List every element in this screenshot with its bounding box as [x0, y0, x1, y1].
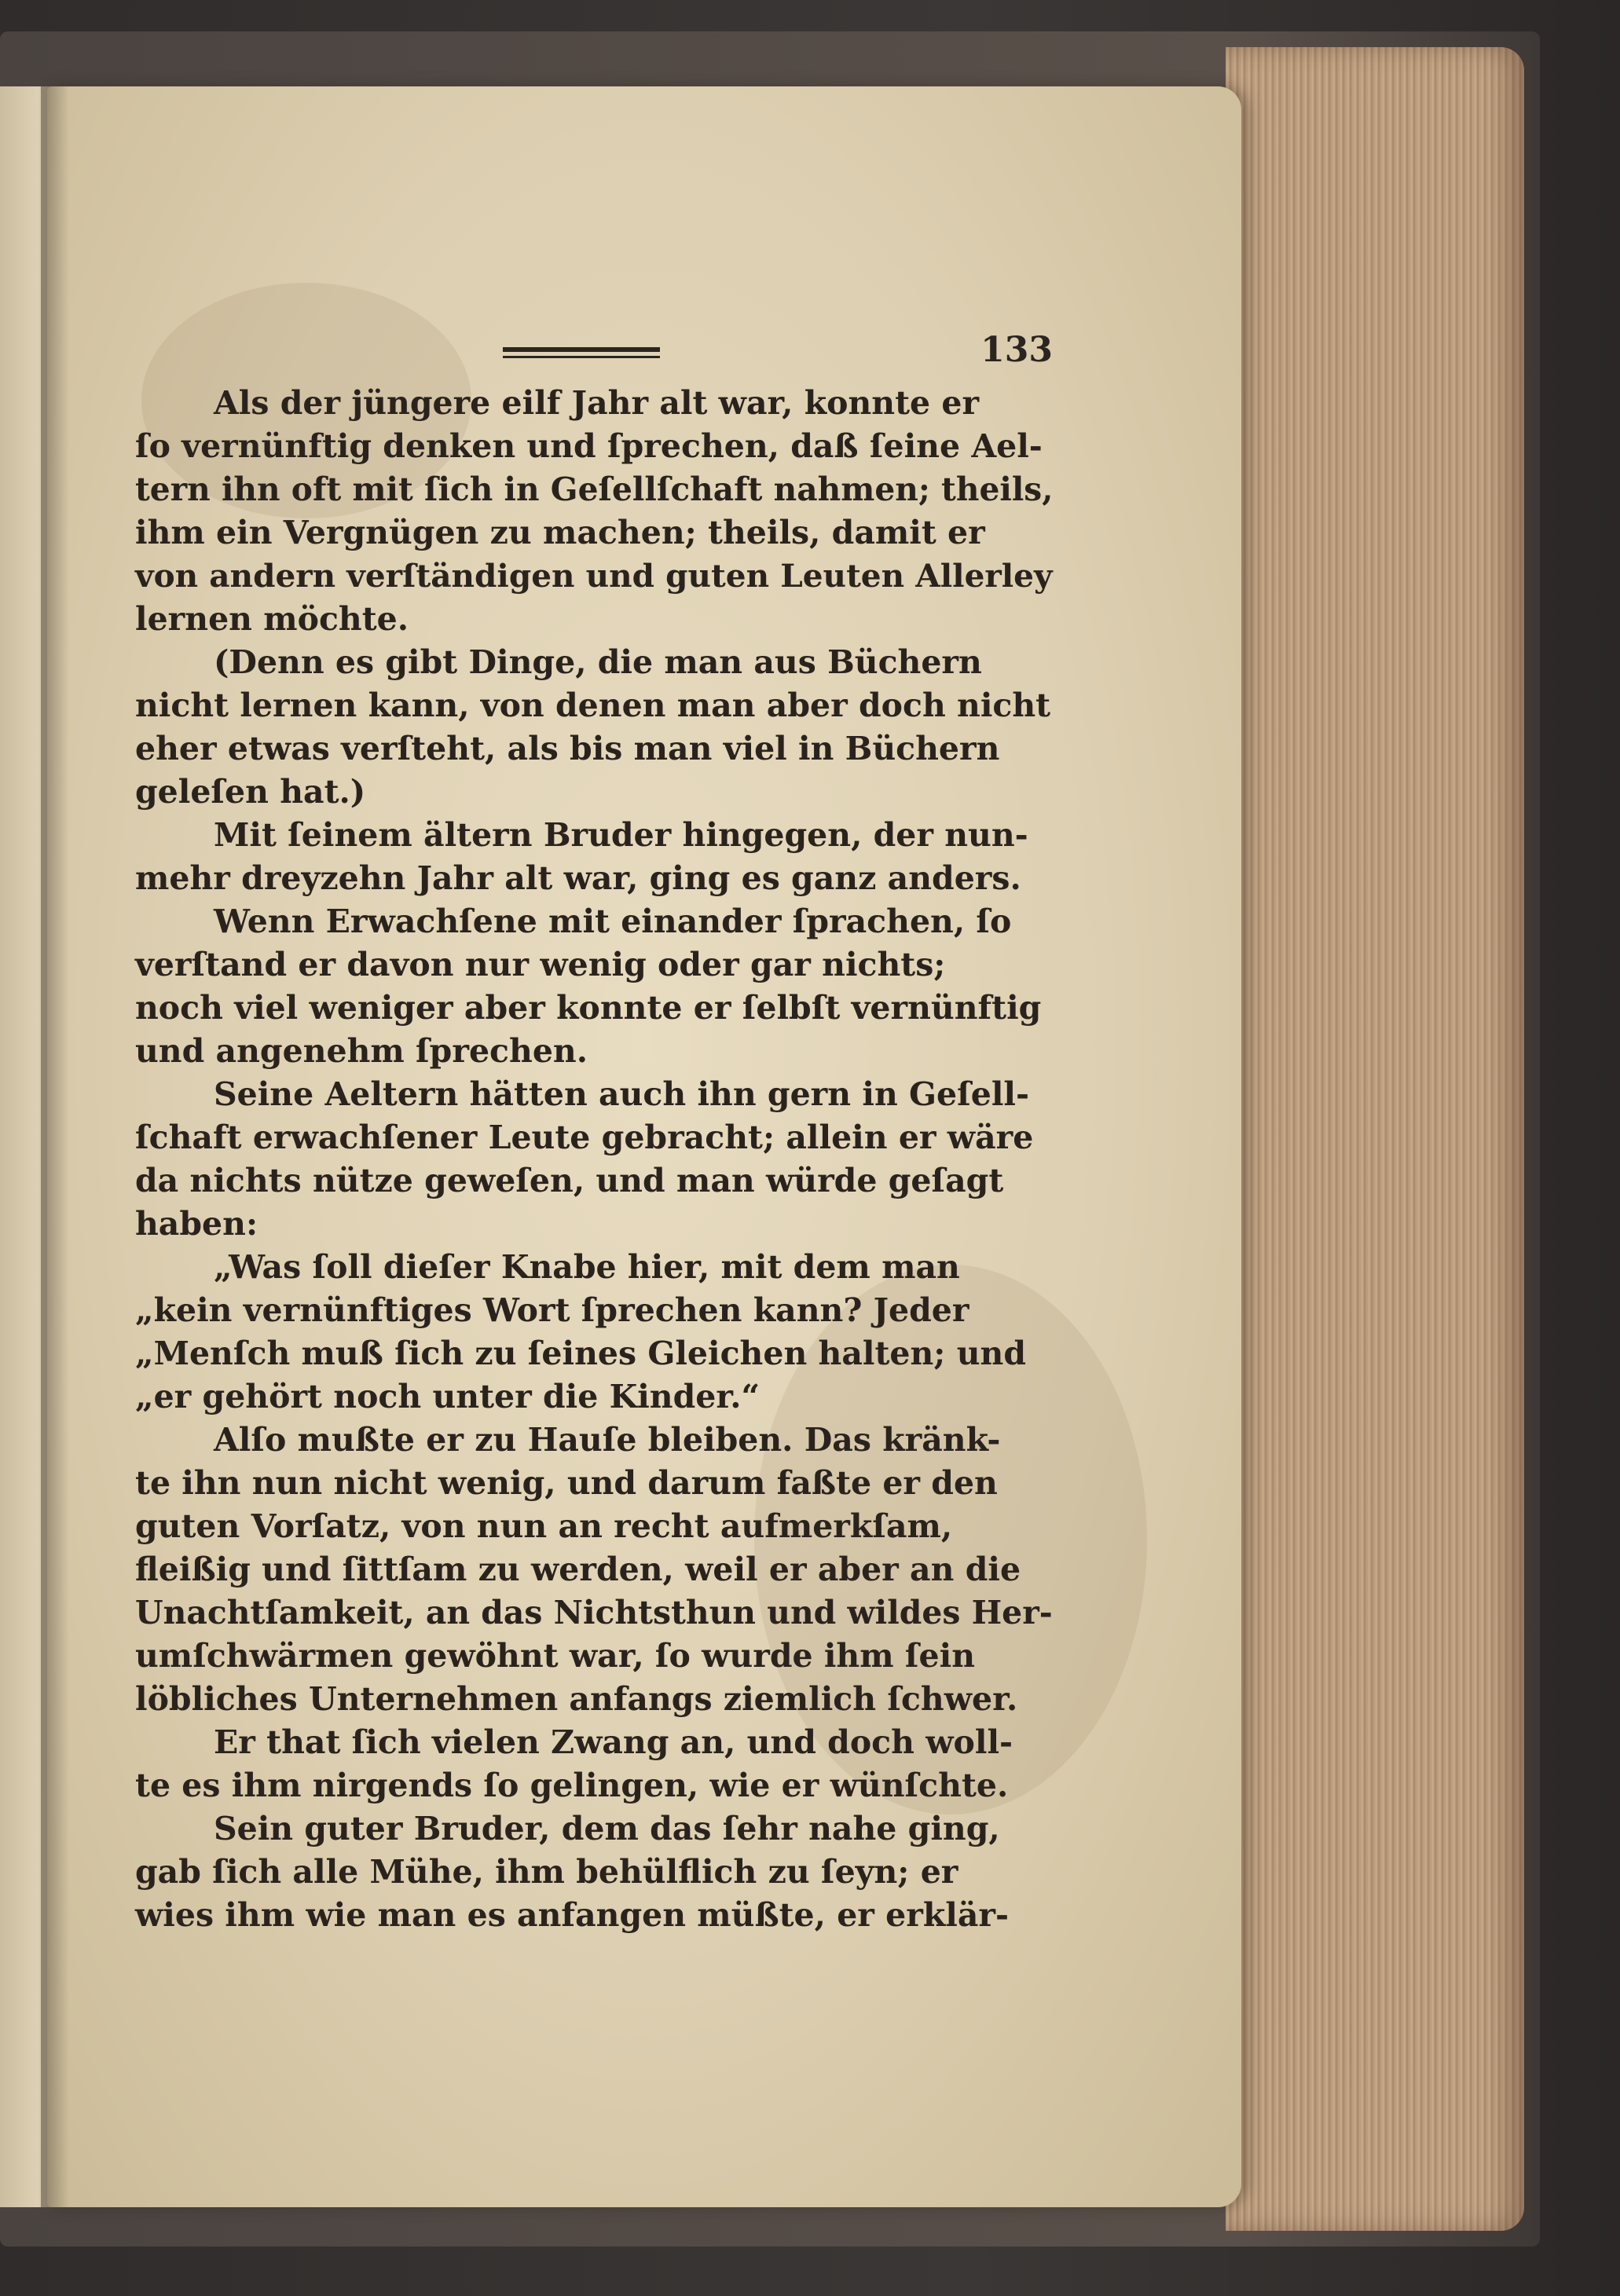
page-edges [1226, 47, 1524, 2231]
text-line: Sein guter Bruder, dem das ſehr nahe ging, [214, 1810, 1000, 1847]
text-line: Alſo mußte er zu Hauſe bleiben. Das kränk- [214, 1421, 1001, 1459]
page-gutter [41, 86, 69, 2207]
text-line: verſtand er davon nur wenig oder gar nichts; [135, 946, 946, 983]
text-line: Als der jüngere eilf Jahr alt war, konnte er [214, 384, 980, 422]
text-line: mehr dreyzehn Jahr alt war, ging es ganz anders. [135, 859, 1021, 897]
text-line: löbliches Unternehmen anfangs ziemlich ſchwer. [135, 1680, 1018, 1718]
text-line: fleißig und ſittſam zu werden, weil er aber an die [135, 1551, 1021, 1588]
text-line: eher etwas verſteht, als bis man viel in Büchern [135, 730, 1000, 767]
text-line: Mit ſeinem ältern Bruder hingegen, der nun- [214, 816, 1028, 854]
text-line: lernen möchte. [135, 600, 409, 638]
text-line: haben: [135, 1205, 258, 1243]
text-line: wies ihm wie man es anfangen müßte, er erklär- [135, 1896, 1010, 1934]
text-line: nicht lernen kann, von denen man aber doch nicht [135, 687, 1051, 724]
text-line: von andern verſtändigen und guten Leuten Allerley [135, 557, 1053, 595]
text-line: und angenehm ſprechen. [135, 1032, 588, 1070]
text-line: „Was ſoll dieſer Knabe hier, mit dem man [214, 1248, 960, 1286]
text-line: „Menſch muß ſich zu ſeines Gleichen halten; und [135, 1335, 1027, 1372]
text-line: geleſen hat.) [135, 773, 366, 811]
text-line: guten Vorſatz, von nun an recht aufmerkſam, [135, 1507, 953, 1545]
text-line: te es ihm nirgends ſo gelingen, wie er wünſchte. [135, 1767, 1009, 1804]
page-header [503, 330, 1053, 377]
text-line: da nichts nütze geweſen, und man würde geſagt [135, 1162, 1004, 1199]
header-rule [503, 347, 660, 358]
page-number: 133 [980, 330, 1053, 370]
text-line: umſchwärmen gewöhnt war, ſo wurde ihm ſein [135, 1637, 976, 1675]
text-line: gab ſich alle Mühe, ihm behülflich zu ſeyn; er [135, 1853, 958, 1891]
text-line: tern ihn oft mit ſich in Geſellſchaft nahmen; theils, [135, 471, 1054, 508]
body-text [135, 382, 1053, 1937]
text-line: ſo vernünftig denken und ſprechen, daß ſeine Ael- [135, 427, 1043, 465]
text-line: Er that ſich vielen Zwang an, und doch woll- [214, 1723, 1013, 1761]
text-line: Unachtſamkeit, an das Nichtsthun und wildes Her- [135, 1594, 1053, 1631]
text-line: „er gehört noch unter die Kinder.“ [135, 1378, 761, 1415]
text-line: te ihn nun nicht wenig, und darum faßte er den [135, 1464, 998, 1502]
text-line: (Denn es gibt Dinge, die man aus Büchern [214, 643, 982, 681]
text-line: „kein vernünftiges Wort ſprechen kann? Jeder [135, 1291, 969, 1329]
text-line: Wenn Erwachſene mit einander ſprachen, ſo [214, 903, 1012, 940]
text-line: ſchaft erwachſener Leute gebracht; allein er wäre [135, 1119, 1034, 1156]
text-line: ihm ein Vergnügen zu machen; theils, damit er [135, 514, 985, 551]
text-line: noch viel weniger aber konnte er ſelbſt vernünftig [135, 989, 1042, 1027]
text-line: Seine Aeltern hätten auch ihn gern in Geſell- [214, 1075, 1030, 1113]
